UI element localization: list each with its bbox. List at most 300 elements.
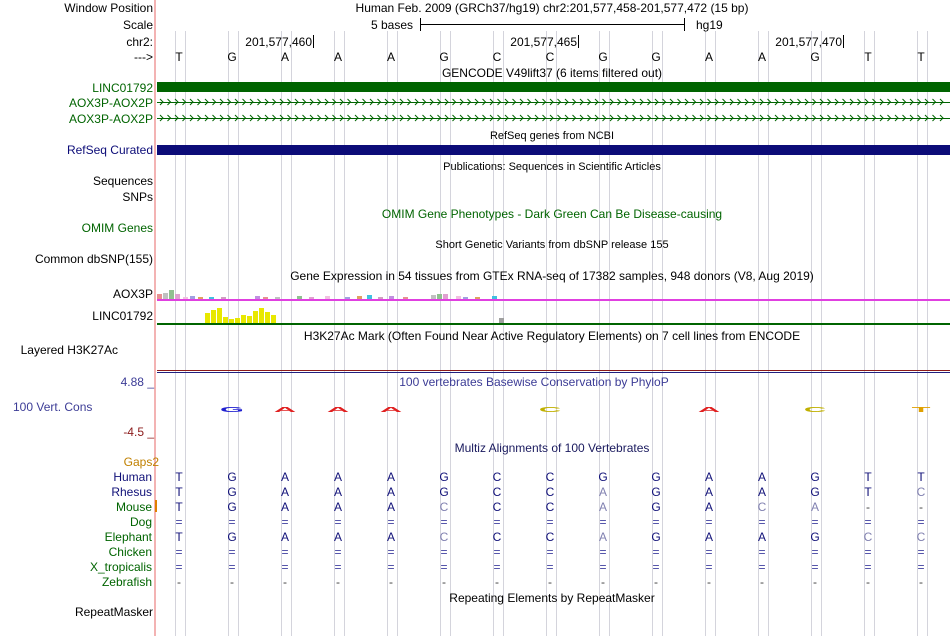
refseq-curated-label[interactable]: RefSeq Curated bbox=[66, 143, 153, 157]
alignment-base: A bbox=[333, 500, 342, 514]
chevron-right-icon bbox=[250, 99, 253, 105]
alignment-base: A bbox=[757, 470, 766, 484]
chevron-right-icon bbox=[738, 99, 741, 105]
chevron-right-icon bbox=[483, 115, 486, 121]
alignment-base: - bbox=[601, 575, 605, 589]
chevron-right-icon bbox=[753, 99, 756, 105]
alignment-base: G bbox=[651, 485, 661, 499]
chevron-right-icon bbox=[198, 115, 201, 121]
chevron-right-icon bbox=[160, 99, 163, 105]
alignment-base: G bbox=[651, 530, 661, 544]
alignment-base: C bbox=[545, 485, 555, 499]
chevron-right-icon bbox=[318, 99, 321, 105]
chevron-right-icon bbox=[543, 99, 546, 105]
chevron-right-icon bbox=[595, 99, 598, 105]
gencode-linc01792-feature[interactable] bbox=[157, 82, 950, 92]
chevron-right-icon bbox=[528, 115, 531, 121]
omim-genes-label[interactable]: OMIM Genes bbox=[81, 221, 153, 235]
chevron-right-icon bbox=[858, 99, 861, 105]
chevron-right-icon bbox=[633, 99, 636, 105]
chevron-right-icon bbox=[378, 99, 381, 105]
gtex-aox3p-tissue-bar[interactable] bbox=[157, 294, 162, 299]
chevron-right-icon bbox=[520, 115, 523, 121]
chevron-right-icon bbox=[888, 99, 891, 105]
chevron-right-icon bbox=[423, 99, 426, 105]
species-label[interactable]: Dog bbox=[129, 515, 152, 529]
chevron-right-icon bbox=[925, 99, 928, 105]
chevron-right-icon bbox=[325, 115, 328, 121]
gtex-linc01792-tissue-bar[interactable] bbox=[211, 310, 216, 323]
chevron-right-icon bbox=[775, 115, 778, 121]
label-separator[interactable] bbox=[154, 0, 156, 636]
chevron-right-icon bbox=[543, 115, 546, 121]
species-label[interactable]: Rhesus bbox=[111, 485, 152, 499]
alignment-base: G bbox=[227, 485, 237, 499]
repeatmasker-track-title[interactable]: Repeating Elements by RepeatMasker bbox=[449, 591, 655, 605]
chevron-right-icon bbox=[385, 99, 388, 105]
alignment-base: C bbox=[545, 470, 555, 484]
chevron-right-icon bbox=[670, 115, 673, 121]
chevron-right-icon bbox=[370, 99, 373, 105]
chevron-right-icon bbox=[490, 115, 493, 121]
alignment-base: T bbox=[175, 530, 183, 544]
chevron-right-icon bbox=[498, 99, 501, 105]
chevron-right-icon bbox=[295, 99, 298, 105]
chevron-right-icon bbox=[700, 99, 703, 105]
species-label[interactable]: Elephant bbox=[104, 530, 152, 544]
alignment-base: - bbox=[813, 575, 817, 589]
chevron-right-icon bbox=[340, 99, 343, 105]
chevron-right-icon bbox=[243, 115, 246, 121]
chevron-right-icon bbox=[468, 115, 471, 121]
chevron-right-icon bbox=[430, 99, 433, 105]
chevron-right-icon bbox=[348, 99, 351, 105]
chevron-right-icon bbox=[813, 115, 816, 121]
alignment-base: - bbox=[866, 500, 870, 514]
alignment-base: = bbox=[175, 560, 183, 574]
species-label[interactable]: Human bbox=[113, 470, 152, 484]
gtex-linc01792-tissue-bar[interactable] bbox=[241, 315, 246, 323]
publications-sequences-label[interactable]: Sequences bbox=[92, 174, 153, 188]
publications-track-title[interactable]: Publications: Sequences in Scientific Articles bbox=[443, 161, 661, 173]
gtex-aox3p-tissue-bar[interactable] bbox=[198, 297, 203, 299]
chevron-right-icon bbox=[753, 115, 756, 121]
alignment-base: - bbox=[707, 575, 711, 589]
alignment-base: = bbox=[864, 560, 872, 574]
phylop-logo-glyph: C bbox=[538, 404, 562, 414]
gtex-linc01792-label[interactable]: LINC01792 bbox=[92, 309, 153, 323]
gtex-aox3p-tissue-bar[interactable] bbox=[325, 296, 330, 299]
chevron-right-icon bbox=[843, 115, 846, 121]
chevron-right-icon bbox=[220, 115, 223, 121]
alignment-base: = bbox=[228, 545, 236, 559]
chevron-right-icon bbox=[228, 115, 231, 121]
alignment-base: = bbox=[493, 545, 501, 559]
gtex-aox3p-tissue-bar[interactable] bbox=[357, 296, 362, 299]
chevron-right-icon bbox=[880, 115, 883, 121]
chevron-right-icon bbox=[895, 99, 898, 105]
chevron-right-icon bbox=[940, 99, 943, 105]
chevron-right-icon bbox=[910, 115, 913, 121]
alignment-base: A bbox=[598, 485, 607, 499]
alignment-base: - bbox=[177, 575, 181, 589]
chevron-right-icon bbox=[640, 99, 643, 105]
chevron-right-icon bbox=[205, 115, 208, 121]
gtex-linc01792-tissue-bar[interactable] bbox=[259, 308, 264, 323]
omim-track-title[interactable]: OMIM Gene Phenotypes - Dark Green Can Be Disease-causing bbox=[381, 207, 723, 221]
alignment-base: T bbox=[175, 485, 183, 499]
chevron-right-icon bbox=[183, 99, 186, 105]
alignment-base: C bbox=[492, 500, 502, 514]
alignment-base: = bbox=[281, 515, 289, 529]
alignment-base: C bbox=[757, 500, 767, 514]
chevron-right-icon bbox=[820, 99, 823, 105]
gtex-aox3p-tissue-bar[interactable] bbox=[175, 294, 180, 299]
scale-bases-text: 5 bases bbox=[371, 18, 414, 32]
gtex-linc01792-tissue-bar[interactable] bbox=[499, 318, 504, 323]
alignment-base: = bbox=[281, 545, 289, 559]
chevron-right-icon bbox=[175, 115, 178, 121]
chevron-right-icon bbox=[805, 99, 808, 105]
chevron-right-icon bbox=[558, 115, 561, 121]
gtex-tissue-bars[interactable] bbox=[157, 285, 950, 325]
assembly-position-text: Human Feb. 2009 (GRCh37/hg19) chr2:201,577,458-201,577,472 (15 bp) bbox=[355, 1, 749, 15]
alignment-base: A bbox=[280, 485, 289, 499]
gtex-aox3p-tissue-bar[interactable] bbox=[163, 293, 168, 299]
chevron-right-icon bbox=[828, 99, 831, 105]
strand-chevrons bbox=[157, 97, 950, 123]
chevron-right-icon bbox=[385, 115, 388, 121]
reference-base: A bbox=[386, 50, 395, 64]
chevron-right-icon bbox=[588, 99, 591, 105]
alignment-base: C bbox=[863, 530, 873, 544]
gtex-aox3p-tissue-bar[interactable] bbox=[275, 297, 280, 299]
gtex-aox3p-tissue-bar[interactable] bbox=[367, 295, 372, 299]
alignment-base: - bbox=[548, 575, 552, 589]
gaps-label[interactable]: Gaps2 bbox=[123, 455, 159, 469]
gtex-aox3p-tissue-bar[interactable] bbox=[389, 296, 394, 299]
gtex-aox3p-tissue-bar[interactable] bbox=[456, 296, 461, 299]
reference-base: G bbox=[598, 50, 608, 64]
gtex-aox3p-tissue-bar[interactable] bbox=[255, 296, 260, 299]
species-label[interactable]: X_tropicalis bbox=[89, 560, 152, 574]
alignment-base: A bbox=[757, 485, 766, 499]
coord-label-3: 201,577,470 bbox=[775, 35, 842, 49]
chevron-right-icon bbox=[505, 115, 508, 121]
gtex-linc01792-tissue-bar[interactable] bbox=[229, 319, 234, 323]
gencode-item-linc01792[interactable]: LINC01792 bbox=[92, 81, 153, 95]
chevron-right-icon bbox=[265, 99, 268, 105]
species-label[interactable]: Zebrafish bbox=[101, 575, 152, 589]
chevron-right-icon bbox=[603, 99, 606, 105]
chevron-right-icon bbox=[190, 115, 193, 121]
chevron-right-icon bbox=[760, 115, 763, 121]
h3k27ac-label[interactable]: Layered H3K27Ac bbox=[20, 343, 118, 357]
gtex-aox3p-tissue-bar[interactable] bbox=[309, 297, 314, 299]
gencode-item-aox3p-aox2p-1[interactable]: AOX3P-AOX2P bbox=[68, 96, 153, 110]
gtex-aox3p-tissue-bar[interactable] bbox=[169, 290, 174, 299]
multiz-track-title[interactable]: Multiz Alignments of 100 Vertebrates bbox=[454, 441, 650, 455]
alignment-base: C bbox=[492, 470, 502, 484]
chevron-right-icon bbox=[910, 99, 913, 105]
reference-base: C bbox=[492, 50, 502, 64]
alignment-base: = bbox=[811, 545, 819, 559]
chevron-right-icon bbox=[475, 115, 478, 121]
alignment-base: - bbox=[919, 500, 923, 514]
chevron-right-icon bbox=[213, 99, 216, 105]
gtex-aox3p-tissue-bar[interactable] bbox=[209, 297, 214, 299]
gtex-aox3p-tissue-bar[interactable] bbox=[263, 297, 268, 299]
chevron-right-icon bbox=[415, 99, 418, 105]
gencode-item-aox3p-aox2p-2[interactable]: AOX3P-AOX2P bbox=[68, 112, 153, 126]
coord-tick-1 bbox=[313, 35, 314, 48]
alignment-base: A bbox=[280, 530, 289, 544]
scale-bar-right-tick bbox=[684, 18, 685, 31]
gtex-linc01792-tissue-bar[interactable] bbox=[247, 316, 252, 323]
chevron-right-icon bbox=[610, 99, 613, 105]
reference-base: A bbox=[280, 50, 289, 64]
phylop-track-title[interactable]: 100 vertebrates Basewise Conservation by PhyloP bbox=[399, 375, 669, 389]
chevron-right-icon bbox=[460, 115, 463, 121]
alignment-base: = bbox=[387, 515, 395, 529]
chevron-right-icon bbox=[573, 115, 576, 121]
chevron-right-icon bbox=[310, 99, 313, 105]
gtex-aox3p-tissue-bar[interactable] bbox=[221, 297, 226, 299]
chevron-right-icon bbox=[760, 99, 763, 105]
chevron-right-icon bbox=[445, 115, 448, 121]
alignment-base: - bbox=[866, 575, 870, 589]
alignment-base: = bbox=[334, 515, 342, 529]
phylop-logo-glyph: A bbox=[379, 404, 403, 414]
alignment-base: = bbox=[546, 515, 554, 529]
chevron-right-icon bbox=[805, 115, 808, 121]
alignment-base: C bbox=[492, 485, 502, 499]
chevron-right-icon bbox=[408, 115, 411, 121]
reference-base: A bbox=[333, 50, 342, 64]
alignment-base: A bbox=[757, 530, 766, 544]
gtex-aox3p-tissue-bar[interactable] bbox=[492, 296, 497, 299]
chevron-right-icon bbox=[498, 115, 501, 121]
mouse-gap-marker bbox=[155, 500, 157, 512]
h3k27ac-track-title[interactable]: H3K27Ac Mark (Often Found Near Active Regulatory Elements) on 7 cell lines from ENCODE bbox=[303, 329, 801, 343]
gtex-aox3p-label[interactable]: AOX3P bbox=[112, 287, 153, 301]
alignment-base: A bbox=[704, 470, 713, 484]
gtex-linc01792-tissue-bar[interactable] bbox=[205, 313, 210, 323]
chevron-right-icon bbox=[730, 99, 733, 105]
alignment-base: T bbox=[864, 470, 872, 484]
chevron-right-icon bbox=[483, 99, 486, 105]
chevron-right-icon bbox=[220, 99, 223, 105]
alignment-base: G bbox=[439, 485, 449, 499]
alignment-base: = bbox=[546, 545, 554, 559]
species-label[interactable]: Mouse bbox=[115, 500, 152, 514]
chevron-right-icon bbox=[273, 99, 276, 105]
refseq-track-title[interactable]: RefSeq genes from NCBI bbox=[489, 130, 615, 142]
reference-base: G bbox=[439, 50, 449, 64]
chevron-right-icon bbox=[393, 99, 396, 105]
alignment-base: = bbox=[652, 515, 660, 529]
chevron-right-icon bbox=[400, 115, 403, 121]
gtex-aox3p-tissue-bar[interactable] bbox=[345, 297, 350, 299]
chevron-right-icon bbox=[430, 115, 433, 121]
alignment-base: T bbox=[175, 500, 183, 514]
alignment-base: A bbox=[333, 530, 342, 544]
h3k27ac-signal-red[interactable] bbox=[157, 370, 950, 371]
h3k27ac-signal-blue[interactable] bbox=[157, 372, 950, 373]
phylop-logo-glyph: T bbox=[911, 404, 931, 414]
chevron-right-icon bbox=[205, 99, 208, 105]
dbsnp-common-label[interactable]: Common dbSNP(155) bbox=[34, 252, 153, 266]
alignment-base: A bbox=[598, 530, 607, 544]
phylop-logo-glyph: C bbox=[803, 404, 827, 414]
chevron-right-icon bbox=[393, 115, 396, 121]
chevron-right-icon bbox=[258, 115, 261, 121]
alignment-base: = bbox=[652, 545, 660, 559]
chevron-right-icon bbox=[745, 115, 748, 121]
chevron-right-icon bbox=[790, 115, 793, 121]
alignment-base: A bbox=[333, 485, 342, 499]
chevron-right-icon bbox=[528, 99, 531, 105]
chevron-right-icon bbox=[535, 99, 538, 105]
alignment-base: - bbox=[760, 575, 764, 589]
chevron-right-icon bbox=[363, 115, 366, 121]
chevron-right-icon bbox=[535, 115, 538, 121]
alignment-base: = bbox=[758, 560, 766, 574]
alignment-base: = bbox=[175, 545, 183, 559]
species-label[interactable]: Chicken bbox=[108, 545, 152, 559]
alignment-base: T bbox=[864, 485, 872, 499]
alignment-base: A bbox=[704, 530, 713, 544]
chevron-right-icon bbox=[723, 115, 726, 121]
repeatmasker-label[interactable]: RepeatMasker bbox=[74, 605, 153, 619]
chevron-right-icon bbox=[723, 99, 726, 105]
chevron-right-icon bbox=[490, 99, 493, 105]
chevron-right-icon bbox=[438, 115, 441, 121]
gtex-track-title[interactable]: Gene Expression in 54 tissues from GTEx RNA-seq of 17382 samples, 948 donors (V8, Aug 2019) bbox=[290, 269, 814, 283]
chevron-right-icon bbox=[303, 115, 306, 121]
chevron-right-icon bbox=[318, 115, 321, 121]
alignment-base: = bbox=[440, 515, 448, 529]
chevron-right-icon bbox=[745, 99, 748, 105]
chevron-right-icon bbox=[580, 115, 583, 121]
gtex-aox3p-tissue-bar[interactable] bbox=[190, 296, 195, 299]
alignment-base: C bbox=[545, 500, 555, 514]
chevron-right-icon bbox=[460, 99, 463, 105]
gtex-linc01792-tissue-bar[interactable] bbox=[253, 311, 258, 323]
gtex-linc01792-tissue-bar[interactable] bbox=[223, 317, 228, 323]
alignment-base: G bbox=[651, 500, 661, 514]
gtex-aox3p-tissue-bar[interactable] bbox=[183, 297, 188, 299]
chevron-right-icon bbox=[738, 115, 741, 121]
chevron-right-icon bbox=[828, 115, 831, 121]
alignment-base: C bbox=[439, 500, 449, 514]
chevron-right-icon bbox=[655, 99, 658, 105]
chevron-right-icon bbox=[603, 115, 606, 121]
chevron-right-icon bbox=[933, 115, 936, 121]
phylop-track-label[interactable]: 100 Vert. Cons bbox=[13, 400, 93, 414]
gtex-linc01792-tissue-bar[interactable] bbox=[265, 312, 270, 323]
phylop-logo-glyph: A bbox=[326, 404, 350, 414]
coord-label-1: 201,577,460 bbox=[245, 35, 312, 49]
chevron-right-icon bbox=[865, 115, 868, 121]
alignment-base: = bbox=[228, 515, 236, 529]
chevron-right-icon bbox=[303, 99, 306, 105]
chevron-right-icon bbox=[250, 115, 253, 121]
gtex-aox3p-tissue-bar[interactable] bbox=[378, 297, 383, 299]
gtex-aox3p-tissue-bar[interactable] bbox=[463, 297, 468, 299]
alignment-base: C bbox=[545, 530, 555, 544]
phylop-logo-glyph: A bbox=[697, 404, 721, 414]
phylop-logo-glyph: G bbox=[220, 404, 244, 414]
alignment-base: = bbox=[705, 515, 713, 529]
gtex-aox3p-tissue-bar[interactable] bbox=[437, 294, 442, 299]
alignment-base: A bbox=[386, 470, 395, 484]
scale-db-text: hg19 bbox=[696, 18, 723, 32]
gtex-aox3p-tissue-bar[interactable] bbox=[297, 296, 302, 299]
alignment-base: = bbox=[917, 515, 925, 529]
chevron-right-icon bbox=[573, 99, 576, 105]
alignment-base: A bbox=[280, 500, 289, 514]
chevron-right-icon bbox=[850, 99, 853, 105]
chevron-right-icon bbox=[505, 99, 508, 105]
alignment-base: A bbox=[704, 500, 713, 514]
refseq-feature[interactable] bbox=[157, 145, 950, 155]
dbsnp-track-title[interactable]: Short Genetic Variants from dbSNP release 155 bbox=[435, 239, 669, 251]
gtex-linc01792-tissue-bar[interactable] bbox=[271, 315, 276, 323]
chevron-right-icon bbox=[333, 99, 336, 105]
alignment-base: = bbox=[652, 560, 660, 574]
alignment-base: = bbox=[599, 515, 607, 529]
publications-snps-label[interactable]: SNPs bbox=[122, 190, 153, 204]
gtex-linc01792-tissue-bar[interactable] bbox=[217, 308, 222, 323]
chevron-right-icon bbox=[678, 115, 681, 121]
chevron-right-icon bbox=[160, 115, 163, 121]
chevron-right-icon bbox=[423, 115, 426, 121]
chevron-right-icon bbox=[370, 115, 373, 121]
gtex-linc01792-tissue-bar[interactable] bbox=[235, 318, 240, 323]
chevron-right-icon bbox=[378, 115, 381, 121]
alignment-base: A bbox=[386, 530, 395, 544]
alignment-base: = bbox=[811, 560, 819, 574]
reference-base: T bbox=[175, 50, 183, 64]
gtex-aox3p-tissue-bar[interactable] bbox=[403, 297, 408, 299]
chevron-right-icon bbox=[588, 115, 591, 121]
gencode-track-title[interactable]: GENCODE V49lift37 (6 items filtered out) bbox=[441, 66, 663, 80]
chevron-right-icon bbox=[798, 99, 801, 105]
chevron-right-icon bbox=[895, 115, 898, 121]
alignment-base: = bbox=[917, 560, 925, 574]
alignment-base: = bbox=[334, 560, 342, 574]
alignment-base: T bbox=[917, 470, 925, 484]
chevron-right-icon bbox=[513, 115, 516, 121]
chevron-right-icon bbox=[633, 115, 636, 121]
chevron-right-icon bbox=[580, 99, 583, 105]
chevron-right-icon bbox=[685, 99, 688, 105]
alignment-base: = bbox=[546, 560, 554, 574]
chevron-right-icon bbox=[618, 115, 621, 121]
chevron-right-icon bbox=[670, 99, 673, 105]
gtex-aox3p-tissue-bar[interactable] bbox=[443, 294, 448, 299]
chevron-right-icon bbox=[903, 115, 906, 121]
chevron-right-icon bbox=[625, 99, 628, 105]
gtex-aox3p-tissue-bar[interactable] bbox=[431, 295, 436, 299]
alignment-base: A bbox=[386, 500, 395, 514]
chevron-right-icon bbox=[468, 99, 471, 105]
gtex-aox3p-tissue-bar[interactable] bbox=[475, 297, 480, 299]
chevron-right-icon bbox=[708, 115, 711, 121]
alignment-base: = bbox=[811, 515, 819, 529]
alignment-base: = bbox=[705, 560, 713, 574]
